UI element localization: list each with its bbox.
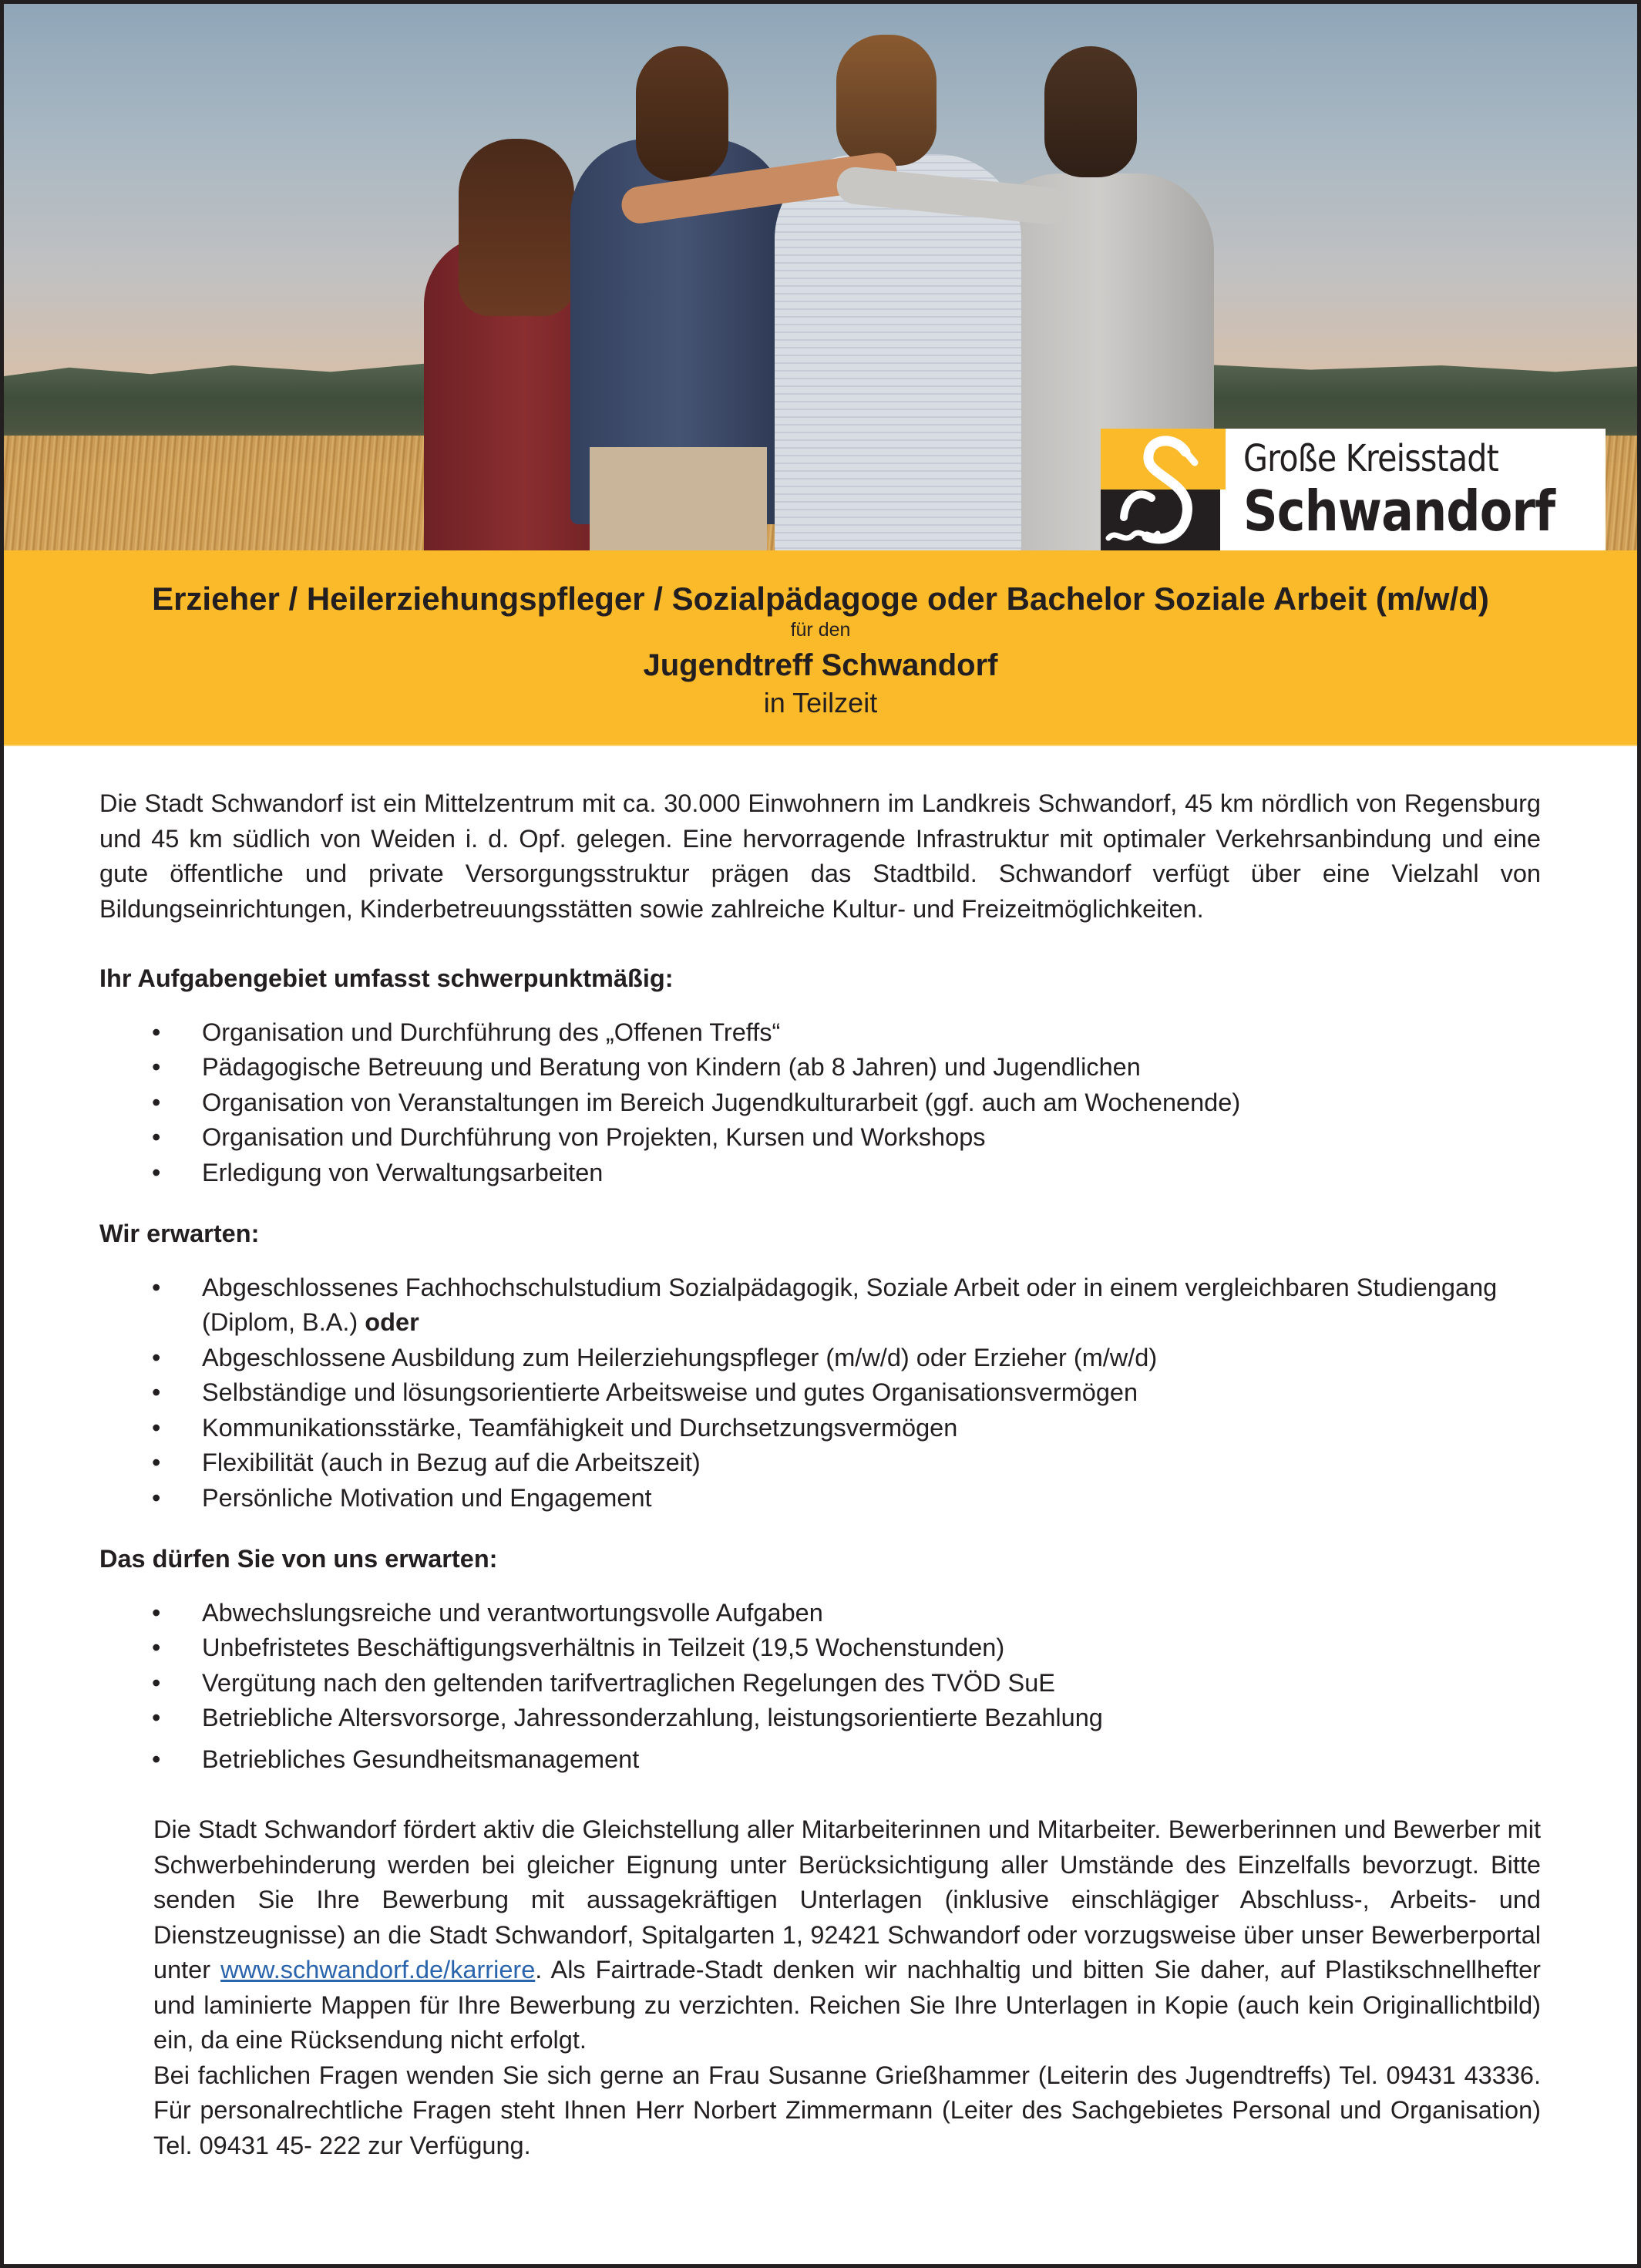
bullet-icon: •	[152, 1668, 161, 1697]
list-item: • Persönliche Motivation und Engagement	[99, 1481, 1541, 1516]
list-item: • Unbefristetes Beschäftigungsverhältnis in Teilzeit (19,5 Wochenstunden)	[99, 1630, 1541, 1666]
list-item: • Selbständige und lösungsorientierte Arbeitsweise und gutes Organisationsvermögen	[99, 1375, 1541, 1411]
bullet-icon: •	[152, 1158, 161, 1186]
person-3-head	[836, 35, 937, 166]
list-item: • Erledigung von Verwaltungsarbeiten	[99, 1156, 1541, 1191]
section-heading-benefits: Das dürfen Sie von uns erwarten:	[99, 1545, 498, 1573]
list-item: • Abgeschlossene Ausbildung zum Heilerziehungspfleger (m/w/d) oder Erzieher (m/w/d)	[99, 1341, 1541, 1376]
bullet-icon: •	[152, 1123, 161, 1151]
task-list	[99, 1015, 1541, 1191]
bullet-icon: •	[152, 1413, 161, 1442]
bullet-icon: •	[152, 1634, 161, 1661]
requirements-list	[99, 1270, 1541, 1516]
list-item: • Betriebliche Altersvorsorge, Jahressonderzahlung, leistungsorientierte Bezahlung	[99, 1701, 1541, 1736]
section-heading-requirements: Wir erwarten:	[99, 1220, 260, 1247]
list-item: • Abwechslungsreiche und verantwortungsvolle Aufgaben	[99, 1596, 1541, 1631]
list-item: • Pädagogische Betreuung und Beratung von Kindern (ab 8 Jahren) und Jugendlichen	[99, 1050, 1541, 1085]
logo-line-2: Schwandorf	[1243, 479, 1555, 543]
employment-mode: in Teilzeit	[763, 687, 878, 718]
closing-text	[153, 1812, 1541, 2163]
bullet-icon: •	[152, 1378, 161, 1406]
list-item: • Flexibilität (auch in Bezug auf die Arbeitszeit)	[99, 1445, 1541, 1481]
list-item: • Vergütung nach den geltenden tarifvertraglichen Regelungen des TVÖD SuE	[99, 1666, 1541, 1701]
for-label: für den	[790, 619, 851, 641]
person-2-head	[636, 46, 728, 181]
city-logo	[1101, 429, 1606, 550]
intro-paragraph: Die Stadt Schwandorf ist ein Mittelzentrum mit ca. 30.000 Einwohnern im Landkreis Schwandorf, 45 km nördlich von Regensburg und 45 km südlich von Weiden i. d. Opf. gelegen. Eine hervorragende Infrastruktur mit optimaler Verkehrsanbindung und eine gute öffentliche und private Versorgungsstruktur prägen das Stadtbild. Schwandorf verfügt über eine Vielzahl von Bildungseinrichtungen, Kinderbetreuungsstätten sowie zahlreiche Kultur- und Freizeitmöglichkeiten.	[99, 789, 1541, 923]
list-item: • Abgeschlossenes Fachhochschulstudium Sozialpädagogik, Soziale Arbeit oder in einem vergleichbaren Studiengang (Diplom, B.A.) oder	[99, 1270, 1541, 1341]
bullet-icon: •	[152, 1053, 161, 1081]
swan-logo-icon	[1101, 429, 1220, 550]
list-item: • Kommunikationsstärke, Teamfähigkeit und Durchsetzungsvermögen	[99, 1411, 1541, 1446]
person-4-head	[1044, 46, 1137, 177]
emphasis-or: oder	[365, 1308, 419, 1336]
facility-name: Jugendtreff Schwandorf	[643, 648, 998, 682]
title-banner	[4, 550, 1637, 746]
list-item: • Organisation und Durchführung von Projekten, Kursen und Workshops	[99, 1120, 1541, 1156]
list-item: • Betriebliches Gesundheitsmanagement	[99, 1742, 1541, 1778]
bullet-icon: •	[152, 1343, 161, 1371]
bullet-icon: •	[152, 1598, 161, 1627]
career-portal-link[interactable]: www.schwandorf.de/karriere	[220, 1956, 536, 1984]
bullet-icon: •	[152, 1704, 161, 1731]
list-item: • Organisation von Veranstaltungen im Bereich Jugendkulturarbeit (ggf. auch am Wochenende)	[99, 1085, 1541, 1121]
application-instructions: Die Stadt Schwandorf fördert aktiv die Gleichstellung aller Mitarbeiterinnen und Mitarbeiter. Bewerberinnen und Bewerber mit Schwerbehinderung werden bei gleicher Eignung unter Berücksichtigung aller Umstände des Einzelfalls bevorzugt. Bitte senden Sie Ihre Bewerbung mit aussagekräftigen Unterlagen (inklusive einschlägiger Abschluss-, Arbeits- und Dienstzeugnisse) an die Stadt Schwandorf, Spitalgarten 1, 92421 Schwandorf oder vorzugsweise über unser Bewerberportal unter www.schwandorf.de/karriere. Als Fairtrade-Stadt denken wir nachhaltig und bitten Sie daher, auf Plastikschnellhefter und laminierte Mappen für Ihre Bewerbung zu verzichten. Reichen Sie Ihre Unterlagen in Kopie (auch kein Originallichtbild) ein, da eine Rücksendung nicht erfolgt.	[153, 1815, 1541, 2054]
person-1-hair	[459, 139, 574, 316]
bullet-icon: •	[152, 1745, 161, 1773]
bullet-icon: •	[152, 1018, 161, 1046]
contact-info: Bei fachlichen Fragen wenden Sie sich gerne an Frau Susanne Grießhammer (Leiterin des Jugendtreffs) Tel. 09431 43336. Für personalrechtliche Fragen steht Ihnen Herr Norbert Zimmermann (Leiter des Sachgebietes Personal und Organisation) Tel. 09431 45- 222 zur Verfügung.	[153, 2061, 1541, 2159]
benefits-list	[99, 1596, 1541, 1778]
list-item: • Organisation und Durchführung des „Offenen Treffs“	[99, 1015, 1541, 1051]
body-content	[99, 786, 1541, 2163]
bullet-icon: •	[152, 1273, 161, 1301]
logo-line-1: Große Kreisstadt	[1243, 437, 1498, 480]
section-heading-tasks: Ihr Aufgabengebiet umfasst schwerpunktmäßig:	[99, 964, 674, 992]
bullet-icon: •	[152, 1449, 161, 1476]
bullet-icon: •	[152, 1483, 161, 1512]
bullet-icon: •	[152, 1088, 161, 1116]
person-2-pants	[590, 447, 767, 550]
job-title: Erzieher / Heilerziehungspfleger / Sozialpädagoge oder Bachelor Soziale Arbeit (m/w/d)	[152, 580, 1489, 617]
